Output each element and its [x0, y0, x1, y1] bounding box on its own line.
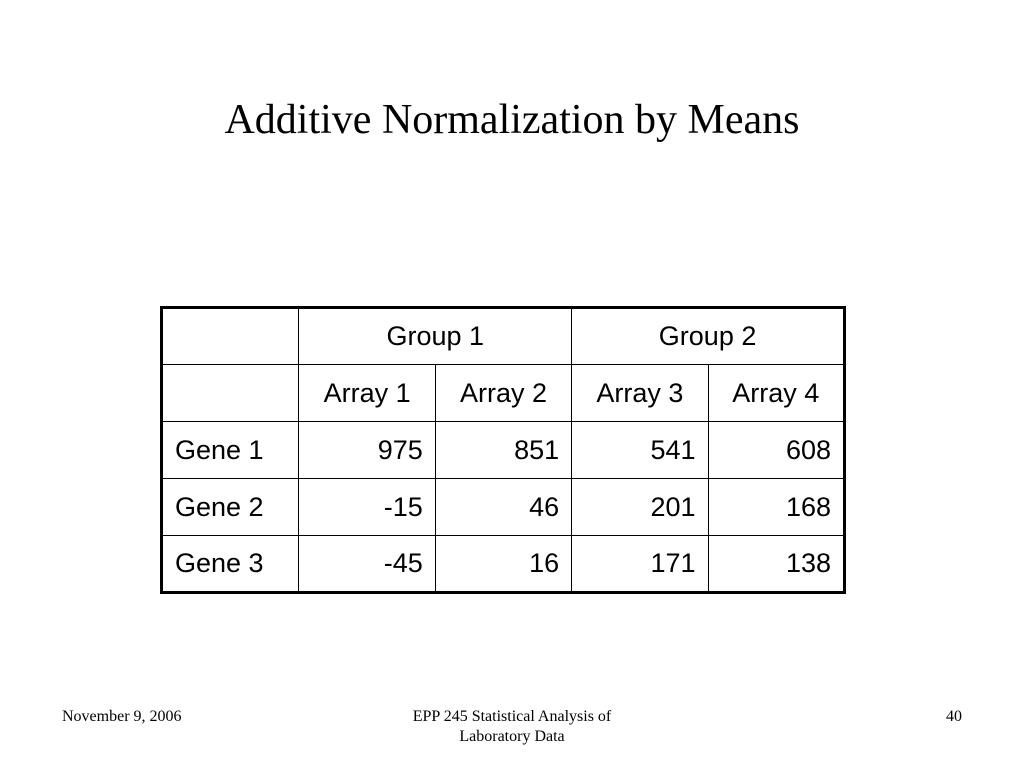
gene-label: Gene 2	[162, 479, 299, 536]
corner-cell	[162, 308, 299, 365]
table-cell: 138	[708, 536, 844, 593]
table-row	[162, 536, 845, 593]
footer-date: November 9, 2006	[62, 708, 182, 725]
array-header-row	[162, 365, 845, 422]
table-cell: 201	[572, 479, 708, 536]
footer-page-number: 40	[946, 708, 962, 725]
table-cell: 975	[299, 422, 435, 479]
table-row	[162, 422, 845, 479]
group-2-header: Group 2	[572, 308, 845, 365]
table-cell: 16	[435, 536, 571, 593]
table-cell: 541	[572, 422, 708, 479]
table-row	[162, 479, 845, 536]
group-header-row	[162, 308, 845, 365]
group-1-header: Group 1	[299, 308, 572, 365]
array-2-header: Array 2	[435, 365, 571, 422]
footer-course-title	[0, 707, 1024, 747]
table-cell: 168	[708, 479, 844, 536]
corner-cell	[162, 365, 299, 422]
table-cell: -15	[299, 479, 435, 536]
table-cell: 851	[435, 422, 571, 479]
slide-title: Additive Normalization by Means	[224, 97, 800, 143]
gene-label: Gene 3	[162, 536, 299, 593]
array-4-header: Array 4	[708, 365, 844, 422]
data-table	[160, 306, 846, 594]
array-3-header: Array 3	[572, 365, 708, 422]
table-cell: 608	[708, 422, 844, 479]
table-cell: 46	[435, 479, 571, 536]
gene-label: Gene 1	[162, 422, 299, 479]
footer-course-line-1: EPP 245 Statistical Analysis of	[412, 708, 612, 725]
table-cell: 171	[572, 536, 708, 593]
table-cell: -45	[299, 536, 435, 593]
footer-course-line-2: Laboratory Data	[459, 728, 565, 745]
array-1-header: Array 1	[299, 365, 435, 422]
